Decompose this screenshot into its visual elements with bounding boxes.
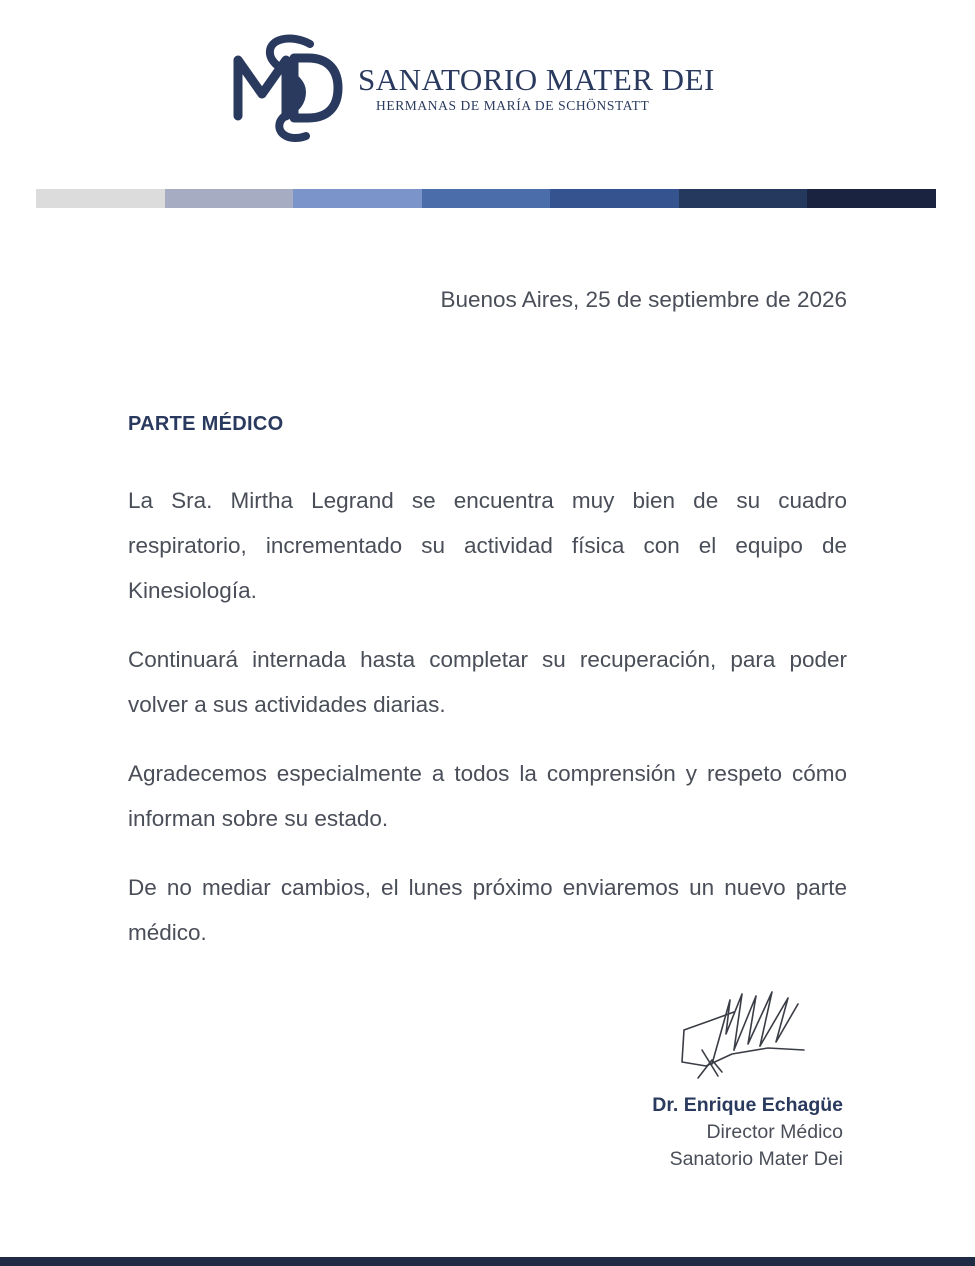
band-segment-6 bbox=[679, 189, 808, 208]
body-paragraph-3: Agradecemos especialmente a todos la comprensión y respeto cómo informan sobre su estado. bbox=[128, 761, 847, 831]
signatory-name: Dr. Enrique Echagüe bbox=[652, 1094, 843, 1116]
brand-subtitle: HERMANAS DE MARÍA DE SCHÖNSTATT bbox=[376, 98, 650, 113]
document-date: Buenos Aires, 25 de septiembre de 2026 bbox=[440, 287, 847, 312]
signatory-institution: Sanatorio Mater Dei bbox=[669, 1148, 843, 1170]
header-color-band bbox=[36, 189, 936, 208]
body-paragraph-1: La Sra. Mirtha Legrand se encuentra muy bien de su cuadro respiratorio, incrementado su actividad física con el equipo de Kinesiología. bbox=[128, 488, 847, 603]
document-title: PARTE MÉDICO bbox=[128, 413, 284, 435]
handwritten-signature bbox=[672, 990, 812, 1085]
brand-name: SANATORIO MATER DEI bbox=[358, 62, 715, 97]
sanatorio-logo-icon bbox=[228, 30, 346, 148]
footer-bar bbox=[0, 1257, 975, 1266]
signatory-role: Director Médico bbox=[706, 1121, 843, 1143]
signature-block bbox=[652, 1092, 843, 1173]
band-segment-1 bbox=[36, 189, 165, 208]
body-paragraph-4: De no mediar cambios, el lunes próximo enviaremos un nuevo parte médico. bbox=[128, 875, 847, 945]
band-segment-2 bbox=[165, 189, 294, 208]
band-segment-7 bbox=[807, 189, 936, 208]
document-body bbox=[128, 478, 847, 979]
body-paragraph-2: Continuará internada hasta completar su recuperación, para poder volver a sus actividades diarias. bbox=[128, 647, 847, 717]
band-segment-5 bbox=[550, 189, 679, 208]
band-segment-3 bbox=[293, 189, 422, 208]
band-segment-4 bbox=[422, 189, 551, 208]
